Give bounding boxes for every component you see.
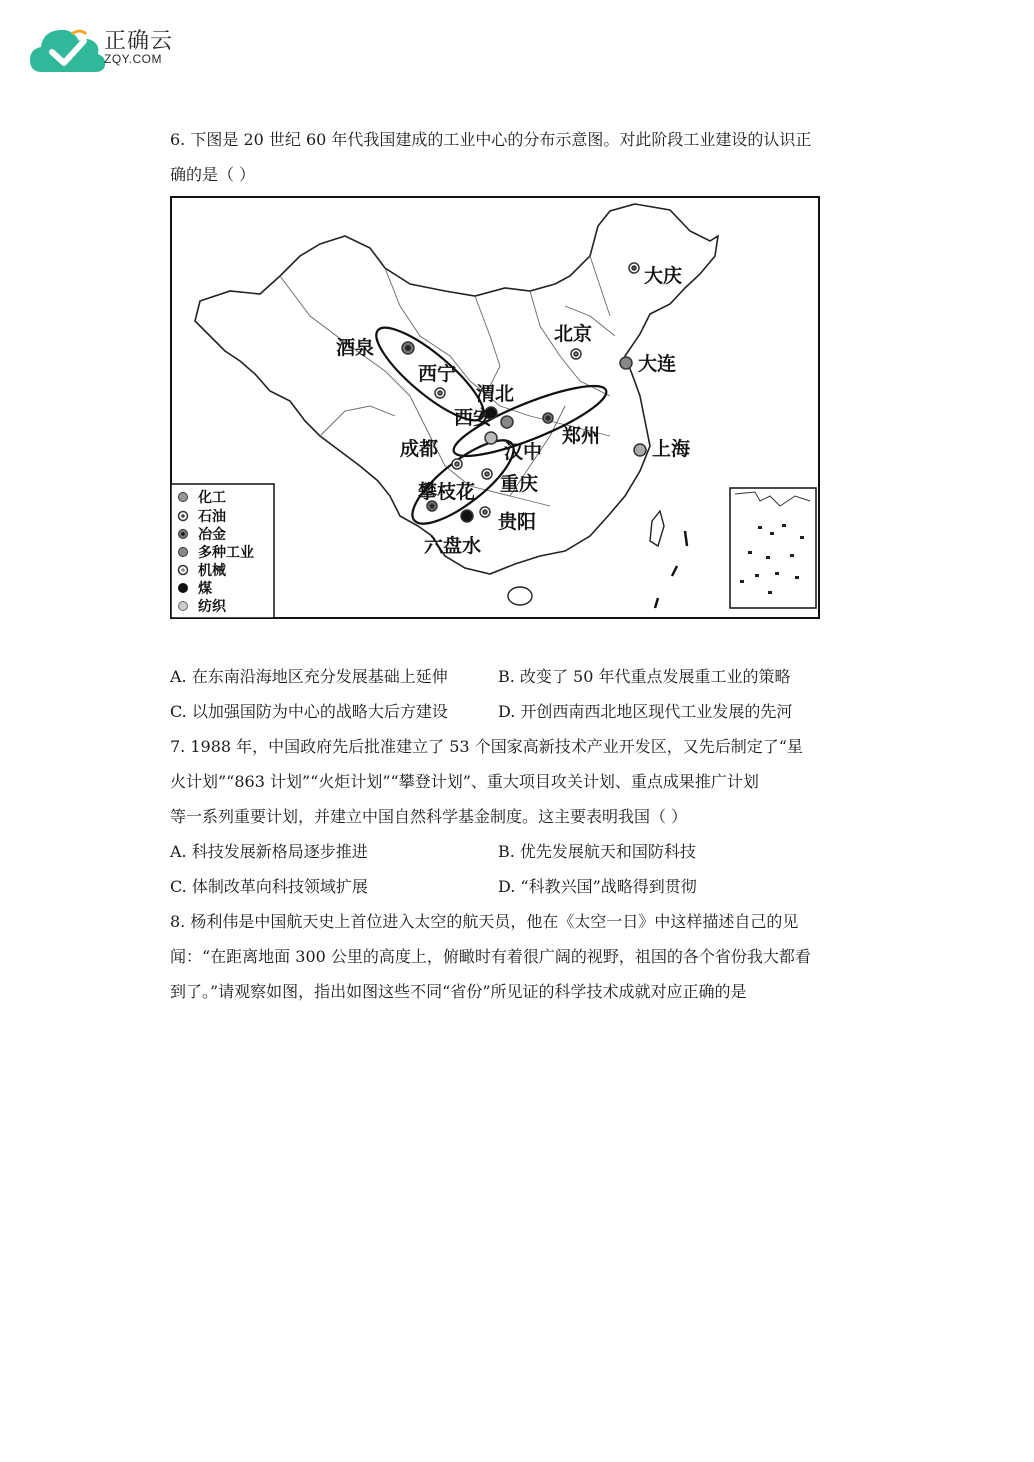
q6-option-d[interactable]: D. 开创西南西北地区现代工业发展的先河 xyxy=(498,702,793,721)
legend-multi-industry-icon xyxy=(179,548,188,557)
q7-option-a[interactable]: A. 科技发展新格局逐步推进 xyxy=(170,842,368,861)
label-zhengzhou: 郑州 xyxy=(562,425,601,447)
q7-options-row-1 xyxy=(170,834,900,869)
q7-option-c[interactable]: C. 体制改革向科技领域扩展 xyxy=(170,877,368,896)
label-dalian: 大连 xyxy=(638,353,677,375)
q6-option-c[interactable]: C. 以加强国防为中心的战略大后方建设 xyxy=(170,702,448,721)
label-jiuquan: 酒泉 xyxy=(336,337,375,359)
legend-chemical: 化工 xyxy=(198,490,226,506)
q7-option-b[interactable]: B. 优先发展航天和国防科技 xyxy=(498,842,696,861)
logo-domain: ZQY.COM xyxy=(104,52,162,66)
q7-stem-line-3: 等一系列重要计划，并建立中国自然科学基金制度。这主要表明我国（ ） xyxy=(170,807,688,826)
q6-options-row-1 xyxy=(170,659,900,694)
legend-oil: 石油 xyxy=(198,509,226,525)
q6-option-a[interactable]: A. 在东南沿海地区充分发展基础上延伸 xyxy=(170,667,448,686)
legend-coal-icon xyxy=(179,584,188,593)
legend-machinery: 机械 xyxy=(198,563,226,579)
label-xian: 西安 xyxy=(454,407,493,429)
chengdu-marker xyxy=(485,432,497,444)
q7-stem-line-2: 火计划”“863 计划”“火炬计划”“攀登计划”、重大项目攻关计划、重点成果推广计划 xyxy=(170,772,759,791)
label-chongqing: 重庆 xyxy=(500,473,539,495)
map-legend xyxy=(171,484,274,618)
south-china-sea-inset xyxy=(730,488,816,608)
legend-metallurgy: 冶金 xyxy=(198,527,226,543)
q7-option-d[interactable]: D. “科教兴国”战略得到贯彻 xyxy=(498,877,697,896)
q6-stem-line-1: 6. 下图是 20 世纪 60 年代我国建成的工业中心的分布示意图。对此阶段工业建设的认识正 xyxy=(170,130,812,149)
q8-stem-line-1: 8. 杨利伟是中国航天史上首位进入太空的航天员，他在《太空一日》中这样描述自己的见 xyxy=(170,912,799,931)
label-shanghai: 上海 xyxy=(652,438,691,460)
label-liupanshui: 六盘水 xyxy=(424,535,482,557)
cloud-check-icon xyxy=(28,22,108,76)
label-panzhihua: 攀枝花 xyxy=(418,481,476,503)
legend-coal: 煤 xyxy=(198,581,212,597)
q6-option-b[interactable]: B. 改变了 50 年代重点发展重工业的策略 xyxy=(498,667,791,686)
shanghai-marker xyxy=(634,444,646,456)
label-beijing: 北京 xyxy=(554,323,593,345)
legend-textile: 纺织 xyxy=(198,599,226,615)
q7-stem-line-1: 7. 1988 年，中国政府先后批准建立了 53 个国家高新技术产业开发区，又先后制定了“星 xyxy=(170,737,803,756)
label-guiyang: 贵阳 xyxy=(498,511,537,533)
q6-stem-line-2: 确的是（ ） xyxy=(170,165,256,184)
label-hanzhong: 汉中 xyxy=(504,441,543,463)
label-weibei: 渭北 xyxy=(476,383,515,405)
label-chengdu: 成都 xyxy=(400,438,439,460)
q8-stem-line-2: 闻：“在距离地面 300 公里的高度上，俯瞰时有着很广阔的视野，祖国的各个省份我大都看 xyxy=(170,947,811,966)
q6-options-row-2 xyxy=(170,694,900,729)
xian-marker xyxy=(501,416,513,428)
label-xining: 西宁 xyxy=(418,363,457,385)
label-daqing: 大庆 xyxy=(644,265,683,287)
legend-textile-icon xyxy=(179,602,188,611)
industrial-centers-map xyxy=(170,196,820,619)
q8-stem-line-3: 到了。”请观察如图，指出如图这些不同“省份”所见证的科学技术成就对应正确的是 xyxy=(170,982,747,1001)
q7-options-row-2 xyxy=(170,869,900,904)
guiyang-marker xyxy=(461,510,473,522)
legend-chemical-icon xyxy=(179,493,188,502)
logo-name: 正确云 xyxy=(104,29,174,54)
dalian-marker xyxy=(620,357,632,369)
document-body xyxy=(170,122,900,1009)
legend-multi-industry: 多种工业 xyxy=(198,545,254,561)
